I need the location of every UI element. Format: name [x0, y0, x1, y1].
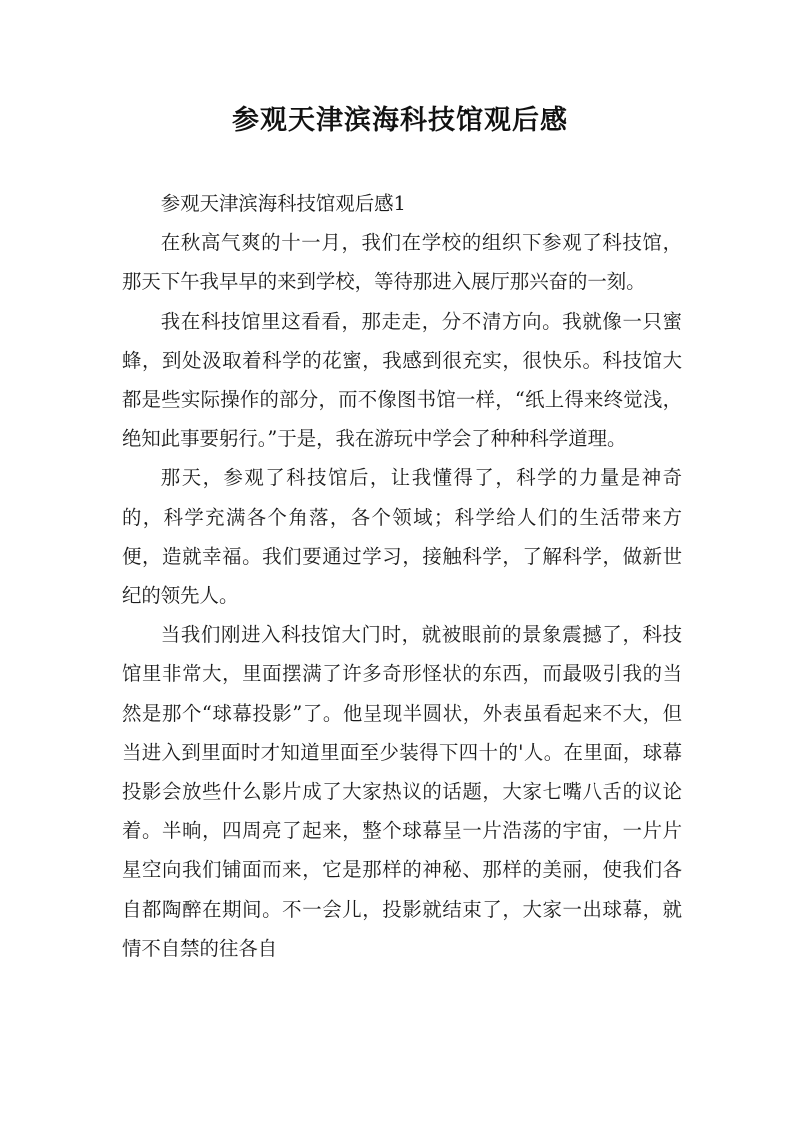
paragraph-1: 在秋高气爽的十一月，我们在学校的组织下参观了科技馆，那天下午我早早的来到学校，等待那进入展厅那兴奋的一刻。 [122, 231, 682, 294]
paragraph-4: 当我们刚进入科技馆大门时，就被眼前的景象震撼了，科技馆里非常大，里面摆满了许多奇形怪状的东西，而最吸引我的当然是那个“球幕投影”了。他呈现半圆状，外表虽看起来不大，但当进入到里面时才知道里面至少装得下四十的'人。在里面，球幕投影会放些什么影片成了大家热议的话题，大家七嘴八舌的议论着。半晌，四周亮了起来，整个球幕呈一片浩荡的宇宙，一片片星空向我们铺面而来，它是那样的神秘、那样的美丽，使我们各自都陶醉在期间。不一会儿，投影就结束了，大家一出球幕，就情不自禁的往各自 [122, 623, 682, 960]
document-title: 参观天津滨海科技馆观后感 [232, 105, 568, 136]
document-body [122, 184, 682, 968]
paragraph-3: 那天，参观了科技馆后，让我懂得了，科学的力量是神奇的，科学充满各个角落，各个领域；科学给人们的生活带来方便，造就幸福。我们要通过学习，接触科学，了解科学，做新世纪的领先人。 [122, 466, 682, 608]
paragraph-2: 我在科技馆里这看看，那走走，分不清方向。我就像一只蜜蜂，到处汲取着科学的花蜜，我感到很充实，很快乐。科技馆大都是些实际操作的部分，而不像图书馆一样，“纸上得来终觉浅，绝知此事要躬行。”于是，我在游玩中学会了种种科学道理。 [122, 309, 682, 451]
section-heading: 参观天津滨海科技馆观后感1 [160, 192, 406, 215]
